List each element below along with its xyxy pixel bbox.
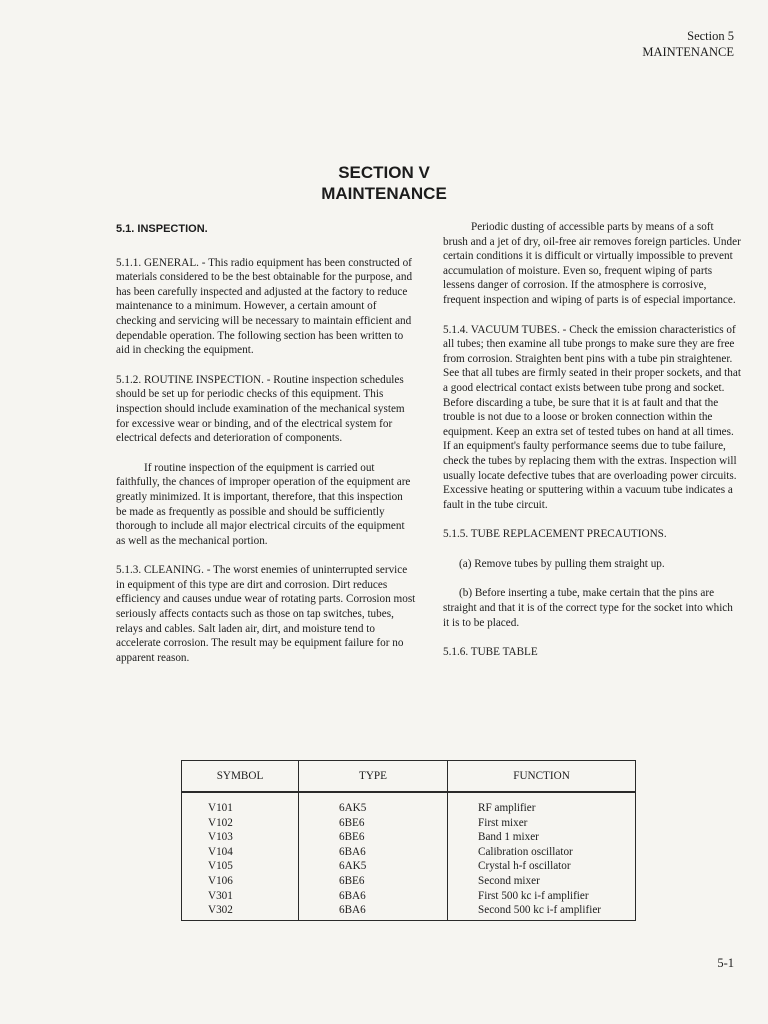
paragraph-tube-table-heading: 5.1.6. TUBE TABLE (443, 646, 538, 659)
table-row (182, 903, 636, 920)
cell-function: First mixer (448, 816, 636, 831)
section-heading: 5.1. INSPECTION. (116, 223, 208, 235)
table-row (182, 845, 636, 860)
cell-type: 6AK5 (299, 859, 448, 874)
paragraph-replacement-b: (b) Before inserting a tube, make certain that the pins are straight and that it is of the correct type for the socket into which it is to be placed. (443, 587, 733, 629)
cell-type: 6BE6 (299, 816, 448, 831)
cell-type: 6BA6 (299, 903, 448, 920)
cell-symbol: V102 (182, 816, 299, 831)
cell-function: Second mixer (448, 874, 636, 889)
table-header-row (182, 761, 636, 793)
cell-function: RF amplifier (448, 792, 636, 816)
title-line-2: MAINTENANCE (321, 184, 447, 203)
paragraph-routine-inspection-cont: If routine inspection of the equipment is carried out faithfully, the chances of improper operation of the equipment are greatly minimized. It is important, therefore, that this inspection be made as frequently as possible and should be sufficiently thorough to include all major electrical circuits of the equipment as well as the mechanical portion. (116, 461, 411, 547)
page-title (0, 162, 768, 204)
cell-symbol: V302 (182, 903, 299, 920)
table-row (182, 816, 636, 831)
cell-function: Band 1 mixer (448, 830, 636, 845)
header-section: Section 5 (687, 29, 734, 43)
cell-type: 6BA6 (299, 889, 448, 904)
cell-type: 6BE6 (299, 874, 448, 889)
cell-symbol: V103 (182, 830, 299, 845)
cell-function: Crystal h-f oscillator (448, 859, 636, 874)
tube-table (181, 760, 636, 921)
paragraph-general: 5.1.1. GENERAL. - This radio equipment has been constructed of materials considered to be the best obtainable for the purpose, and has been carefully inspected and adjusted at the factory to reduce maintenance to a minimum. However, a certain amount of checking and servicing will be necessary to maintain efficient and dependable operation. The following section has been written to aid in checking the equipment. (116, 256, 413, 357)
cell-symbol: V101 (182, 792, 299, 816)
table-row (182, 874, 636, 889)
cell-function: Calibration oscillator (448, 845, 636, 860)
table-row (182, 830, 636, 845)
cell-symbol: V106 (182, 874, 299, 889)
cell-symbol: V105 (182, 859, 299, 874)
paragraph-vacuum-tubes: 5.1.4. VACUUM TUBES. - Check the emission characteristics of all tubes; then examine all tube prongs to make sure they are free from corrosion. Straighten bent pins with a tube pin straightener. See that all tubes are firmly seated in their proper sockets, and that a good electrical contact exists between tube prong and socket. Before discarding a tube, be sure that it is at fault and that the trouble is not due to a loose or broken connection within the equipment. Keep an extra set of tested tubes on hand at all times. If an equipment's faulty performance seems due to tube failure, check the tubes by replacing them with the extras. Inspection will usually locate defective tubes that are overloading power circuits. Excessive heating or sputtering within a vacuum tube indicates a fault in the tube circuit. (443, 323, 741, 511)
paragraph-routine-inspection: 5.1.2. ROUTINE INSPECTION. - Routine inspection schedules should be set up for periodic checks of this equipment. This inspection should include examination of the mechanical system for excessive wear or binding, and of the electrical system for electrical defects and deterioration of components. (116, 373, 405, 445)
table-row (182, 792, 636, 816)
paragraph-cleaning: 5.1.3. CLEANING. - The worst enemies of uninterrupted service in equipment of this type are dirt and corrosion. Dirt reduces efficiency and causes undue wear of rotating parts. Corrosion most seriously affects contacts such as those on tap switches, tubes, relays and cables. Salt laden air, dirt, and moisture tend to accelerate corrosion. The result may be equipment failure for no apparent reason. (116, 564, 416, 664)
paragraph-dusting: Periodic dusting of accessible parts by means of a soft brush and a jet of dry, oil-free air removes foreign particles. Under certain conditions it is difficult or virtually impossible to prevent accumulation of moisture. Even so, frequent wiping of parts lessens danger of corrosion. If the atmosphere is corrosive, frequent inspection and wiping of parts is of especial importance. (443, 221, 741, 306)
cell-symbol: V301 (182, 889, 299, 904)
header-title: MAINTENANCE (642, 45, 734, 59)
cell-function: First 500 kc i-f amplifier (448, 889, 636, 904)
left-column (116, 220, 416, 680)
cell-type: 6BE6 (299, 830, 448, 845)
cell-symbol: V104 (182, 845, 299, 860)
paragraph-replacement-heading: 5.1.5. TUBE REPLACEMENT PRECAUTIONS. (443, 528, 667, 541)
cell-type: 6BA6 (299, 845, 448, 860)
cell-function: Second 500 kc i-f amplifier (448, 903, 636, 920)
right-column (443, 220, 741, 675)
title-line-1: SECTION V (338, 163, 430, 182)
column-header-symbol: SYMBOL (182, 761, 299, 793)
paragraph-replacement-a: (a) Remove tubes by pulling them straight up. (459, 557, 665, 570)
page-number: 5-1 (717, 956, 734, 970)
column-header-type: TYPE (299, 761, 448, 793)
table-row (182, 859, 636, 874)
table-row (182, 889, 636, 904)
cell-type: 6AK5 (299, 792, 448, 816)
running-header (642, 28, 734, 60)
column-header-function: FUNCTION (448, 761, 636, 793)
